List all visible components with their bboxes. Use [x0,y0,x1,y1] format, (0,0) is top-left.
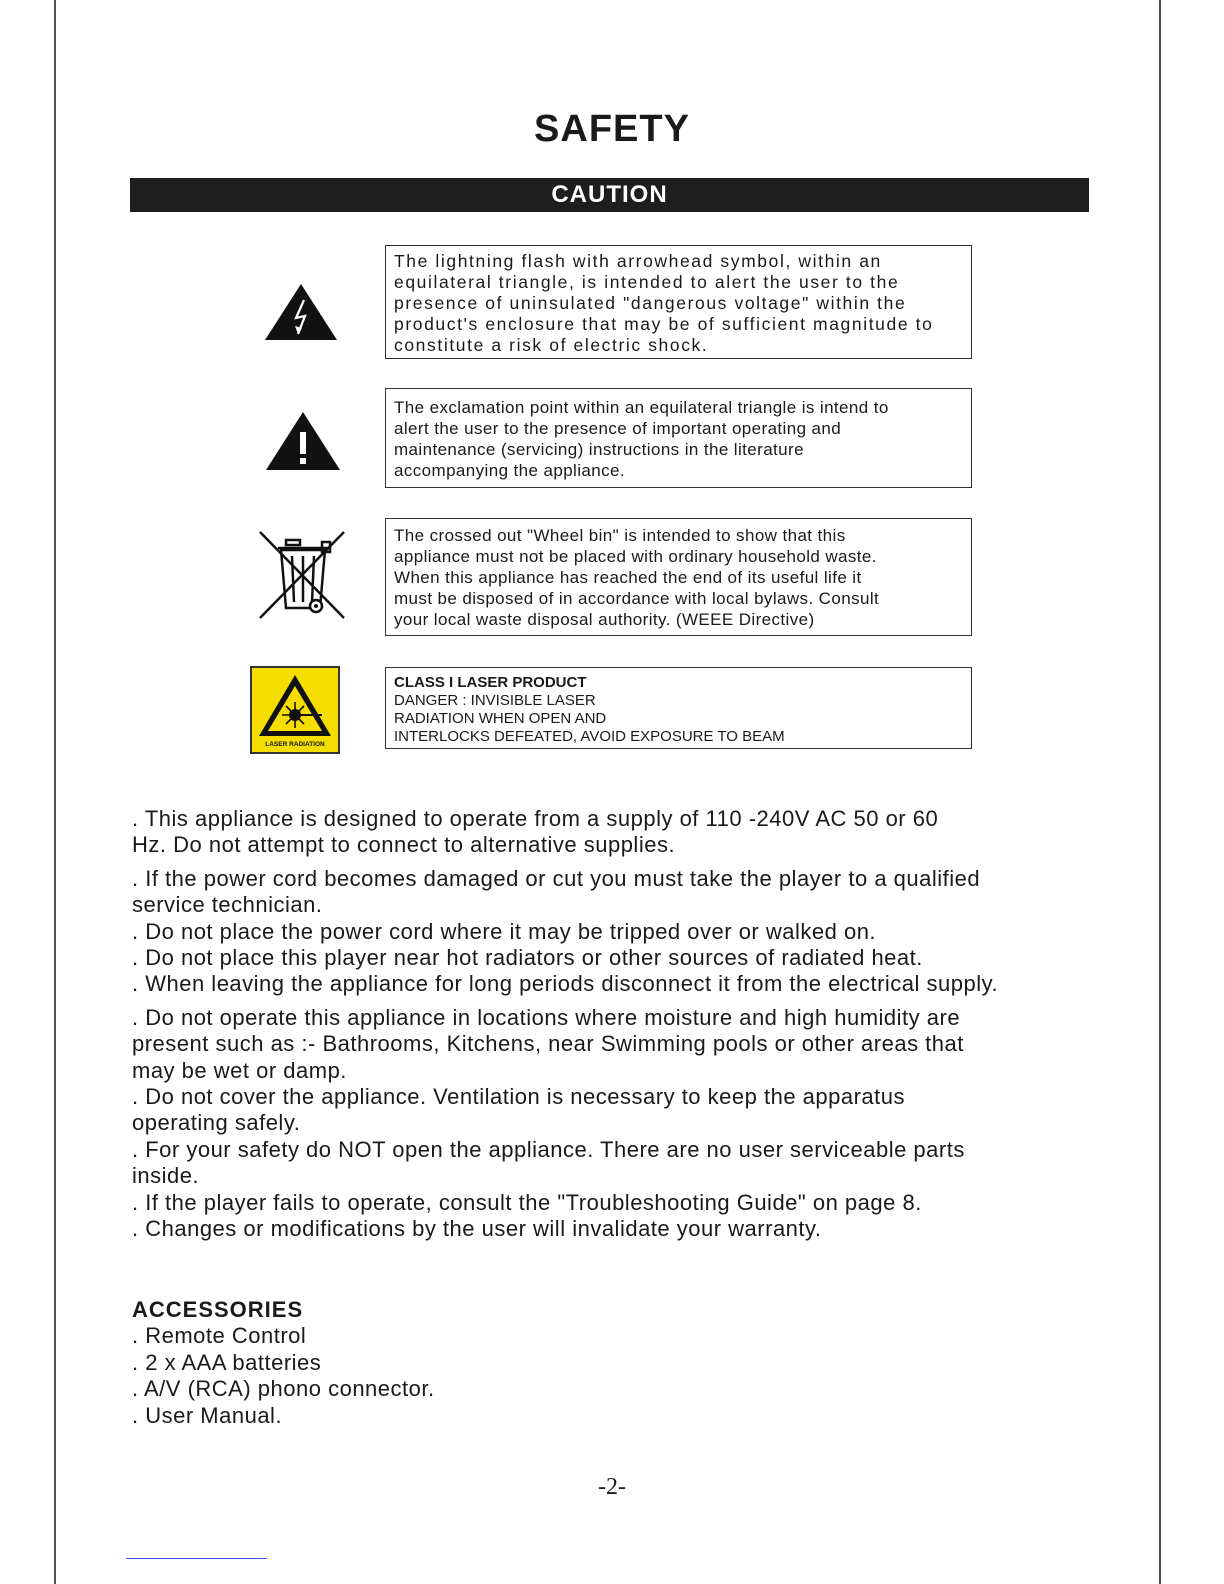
safety-line: . When leaving the appliance for long periods disconnect it from the electrical supply. [132,971,999,997]
accessory-item: . Remote Control [132,1323,307,1349]
safety-line: . If the player fails to operate, consult the "Troubleshooting Guide" on page 8. [132,1189,922,1215]
notice-line: accompanying the appliance. [394,461,626,480]
safety-line: . Changes or modifications by the user will invalidate your warranty. [132,1216,822,1242]
exclamation-triangle-icon [264,410,342,472]
weee-notice-box [385,518,972,636]
notice-line: When this appliance has reached the end of its useful life it [394,568,862,587]
safety-line: . This appliance is designed to operate from a supply of 110 -240V AC 50 or 60 [132,806,939,831]
safety-line: . Do not cover the appliance. Ventilation is necessary to keep the apparatus [132,1084,906,1110]
accessories-section [132,1297,435,1429]
safety-line: operating safely. [132,1110,301,1136]
footer-link-underline [126,1558,267,1559]
safety-line: service technician. [132,892,323,918]
page-border-left [54,0,56,1584]
page-number: -2- [598,1474,626,1500]
accessory-item: . User Manual. [132,1402,283,1428]
notice-line: alert the user to the presence of important operating and [394,419,842,438]
notice-line: appliance must not be placed with ordinary household waste. [394,547,877,566]
notice-line: The lightning flash with arrowhead symbol, within an [394,251,882,271]
crossed-wheel-bin-icon [256,528,348,622]
safety-line: . Do not operate this appliance in locations where moisture and high humidity are [132,1004,961,1030]
notice-line: The crossed out "Wheel bin" is intended to show that this [394,526,846,545]
lightning-notice-box [385,245,972,359]
notice-line: RADIATION WHEN OPEN AND [394,710,607,727]
laser-label: LASER RADIATION [265,741,325,748]
page-border-right [1159,0,1161,1584]
safety-line: present such as :- Bathrooms, Kitchens, near Swimming pools or other areas that [132,1031,964,1057]
safety-line: . For your safety do NOT open the appliance. There are no user serviceable parts [132,1136,965,1162]
safety-line: Hz. Do not attempt to connect to alternative supplies. [132,832,676,858]
notice-line: maintenance (servicing) instructions in the literature [394,440,804,459]
safety-line: . Do not place the power cord where it may be tripped over or walked on. [132,918,877,944]
safety-points [132,806,1122,1243]
laser-notice-box [385,667,972,749]
laser-radiation-icon [250,666,340,754]
notice-line: The exclamation point within an equilateral triangle is intend to [394,398,889,417]
notice-line: DANGER : INVISIBLE LASER [394,692,596,709]
notice-line: constitute a risk of electric shock. [394,335,709,355]
safety-line: may be wet or damp. [132,1057,347,1083]
page-title: SAFETY [534,108,690,150]
safety-line: . If the power cord becomes damaged or cut you must take the player to a qualified [132,865,981,891]
notice-line: equilateral triangle, is intended to alert the user to the [394,272,900,292]
exclamation-notice-box [385,388,972,488]
accessory-item: . A/V (RCA) phono connector. [132,1376,435,1402]
notice-line: must be disposed of in accordance with local bylaws. Consult [394,589,880,608]
notice-line: INTERLOCKS DEFEATED, AVOID EXPOSURE TO BEAM [394,728,785,745]
accessories-title: ACCESSORIES [132,1297,304,1322]
safety-line: . Do not place this player near hot radiators or other sources of radiated heat. [132,945,923,971]
accessory-item: . 2 x AAA batteries [132,1349,322,1375]
notice-line: presence of uninsulated "dangerous voltage" within the [394,293,907,313]
safety-line: inside. [132,1163,200,1189]
caution-banner: CAUTION [130,178,1089,212]
laser-heading: CLASS I LASER PRODUCT [394,674,587,691]
notice-line: product's enclosure that may be of sufficient magnitude to [394,314,934,334]
notice-line: your local waste disposal authority. (WEEE Directive) [394,610,815,629]
lightning-triangle-icon [263,282,339,342]
